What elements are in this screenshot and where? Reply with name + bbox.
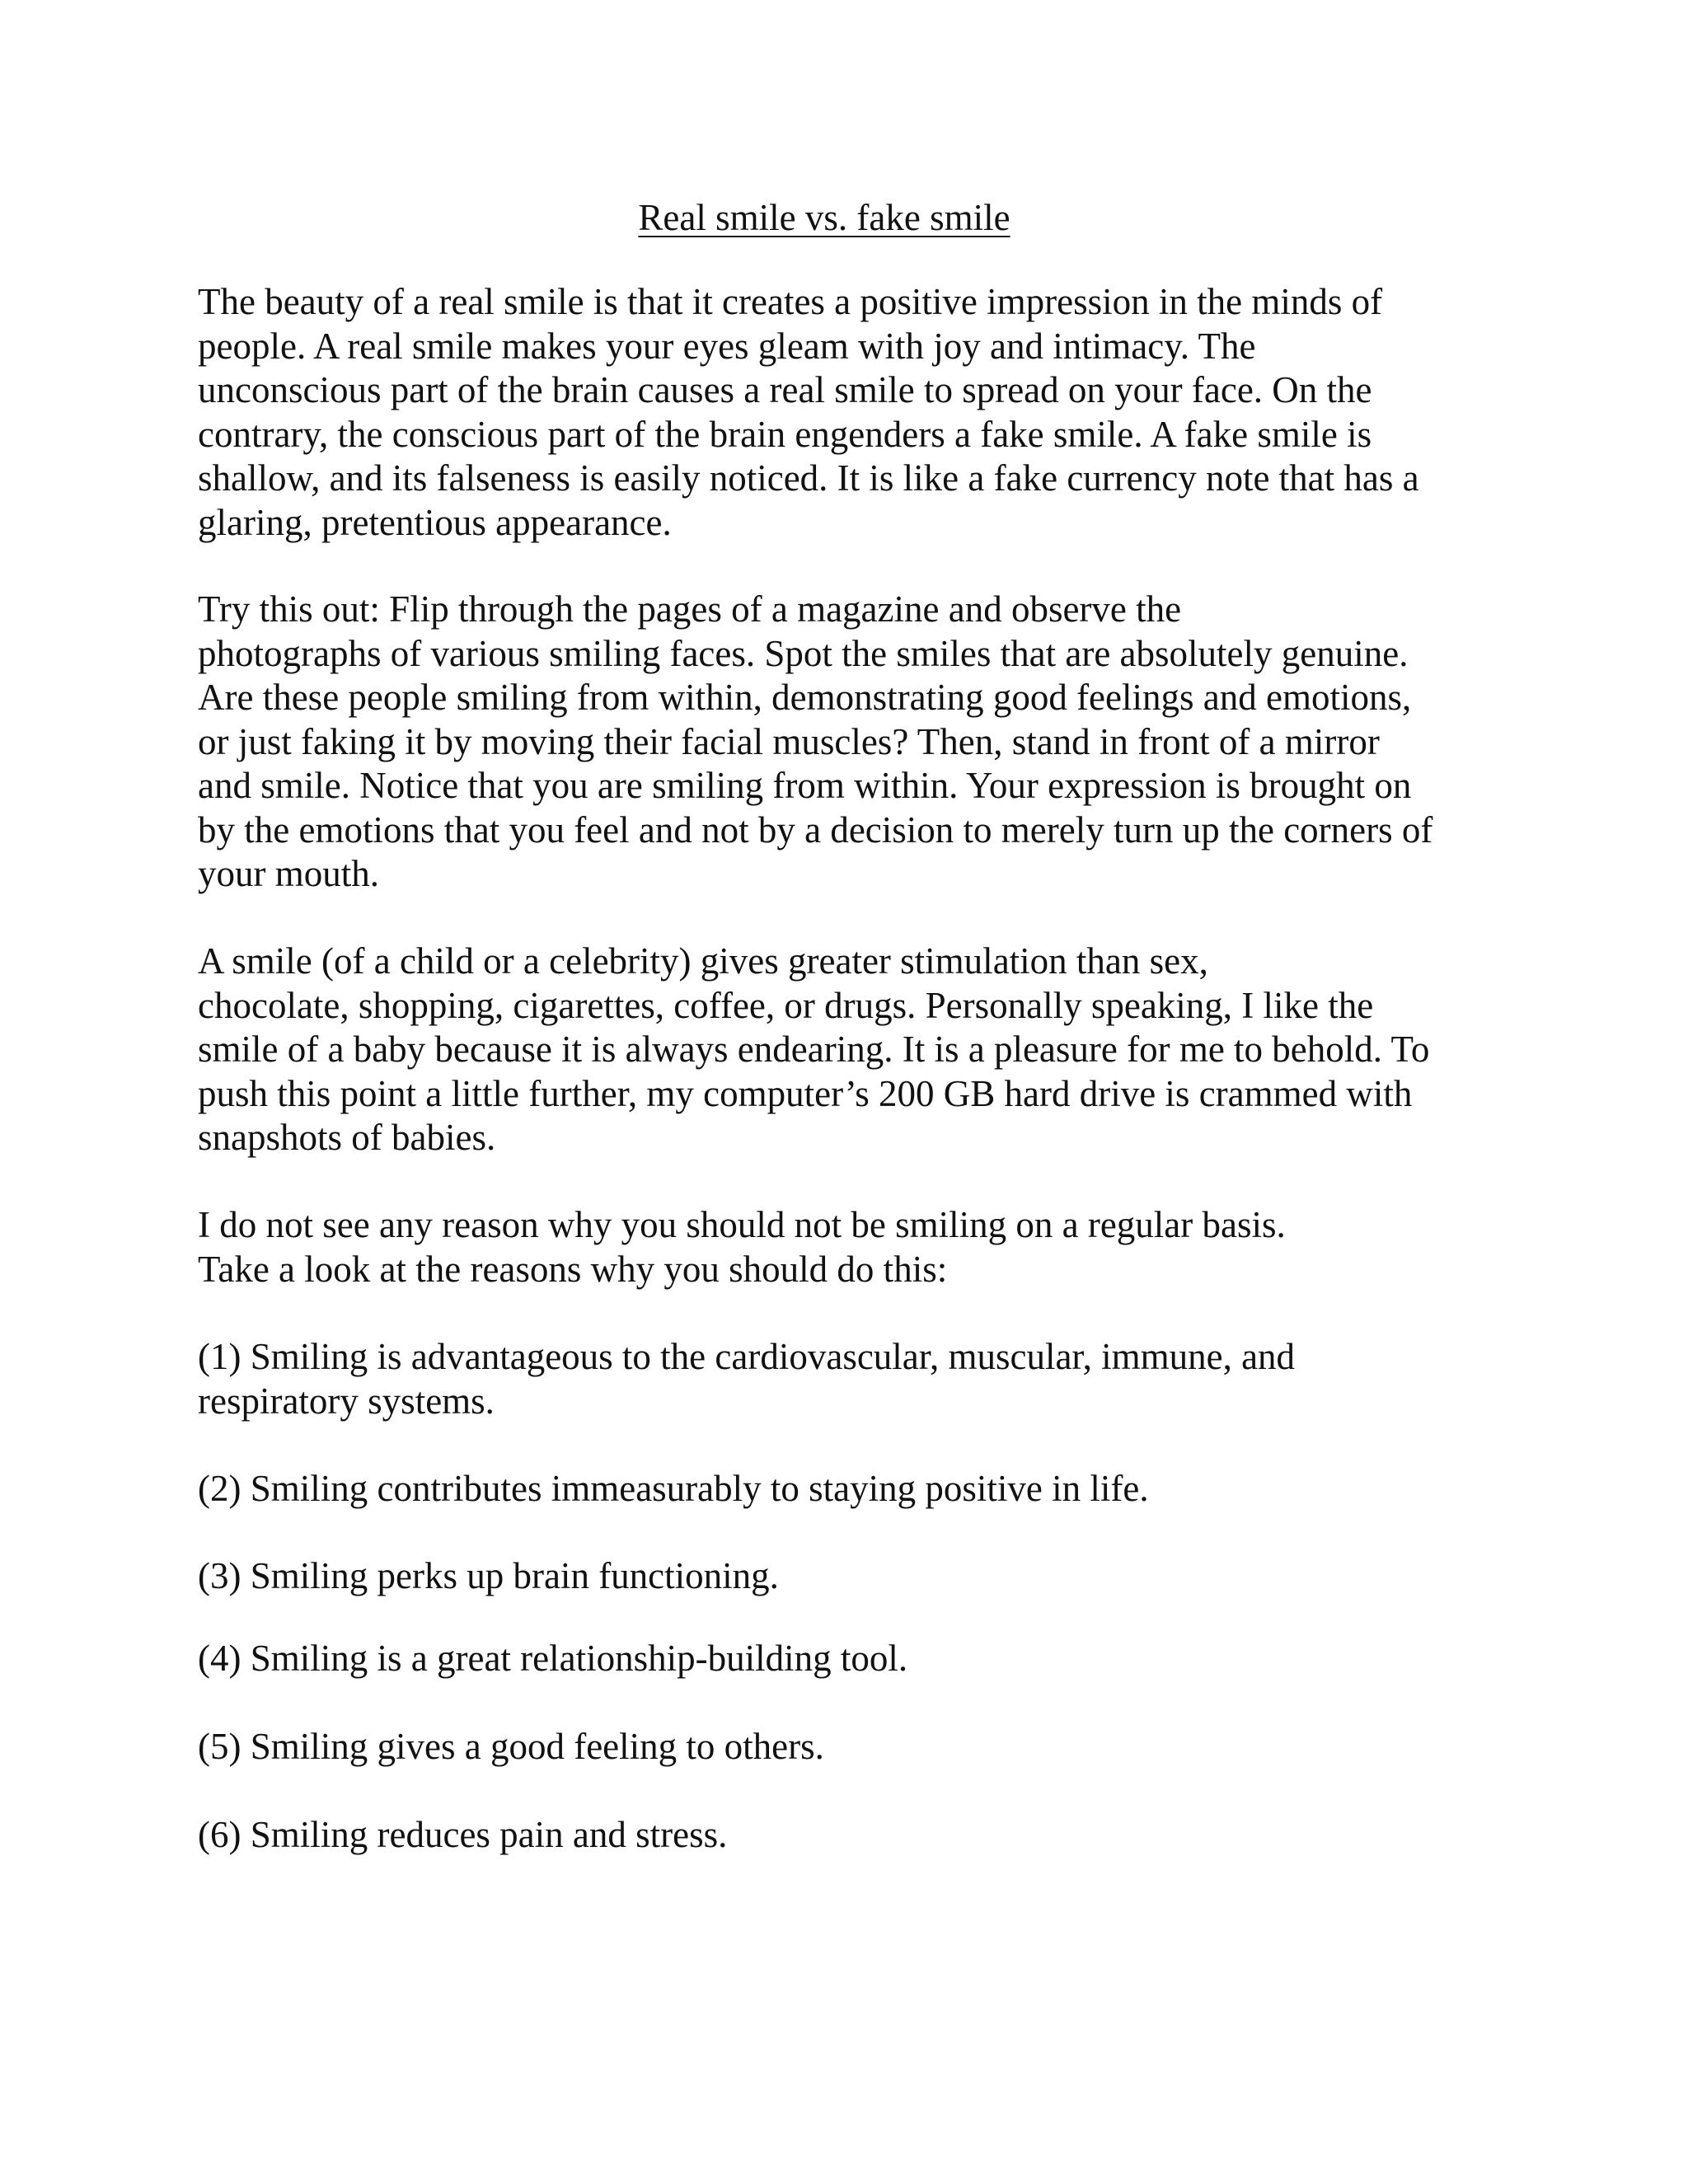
- paragraph-smile-stimulation: A smile (of a child or a celebrity) gives greater stimulation than sex, chocolate, shopping, cigarettes, coffee, or drugs. Personally speaking, I like the smile of a baby because it is always endearing. It is a pleasure for me to behold. To push this point a little further, my computer’s 200 GB hard drive is crammed with snapshots of babies.: [198, 940, 1430, 1158]
- list-item: (5) Smiling gives a good feeling to others.: [198, 1726, 824, 1767]
- list-item: (1) Smiling is advantageous to the cardiovascular, muscular, immune, and respiratory systems.: [198, 1336, 1296, 1422]
- list-item: (4) Smiling is a great relationship-building tool.: [198, 1638, 908, 1679]
- list-item: (6) Smiling reduces pain and stress.: [198, 1814, 728, 1855]
- paragraph-real-smile: The beauty of a real smile is that it creates a positive impression in the minds of people. A real smile makes your eyes gleam with joy and intimacy. The unconscious part of the brain causes a real smile to spread on your face. On the contrary, the conscious part of the brain engenders a fake smile. A fake smile is shallow, and its falseness is easily noticed. It is like a fake currency note that has a glaring, pretentious appearance.: [198, 281, 1419, 543]
- list-item: (2) Smiling contributes immeasurably to staying positive in life.: [198, 1468, 1149, 1509]
- paragraph-reasons-intro: I do not see any reason why you should not be smiling on a regular basis. Take a look at the reasons why you should do this:: [198, 1204, 1286, 1290]
- list-item: (3) Smiling perks up brain functioning.: [198, 1555, 779, 1596]
- paragraph-try-this-out: Try this out: Flip through the pages of a magazine and observe the photographs of various smiling faces. Spot the smiles that are absolutely genuine. Are these people smiling from within, demonstrating good feelings and emotions, or just faking it by moving their facial muscles? Then, stand in front of a mirror and smile. Notice that you are smiling from within. Your expression is brought on by the emotions that you feel and not by a decision to merely turn up the corners of your mouth.: [198, 588, 1433, 894]
- document-title: Real smile vs. fake smile: [638, 197, 1010, 238]
